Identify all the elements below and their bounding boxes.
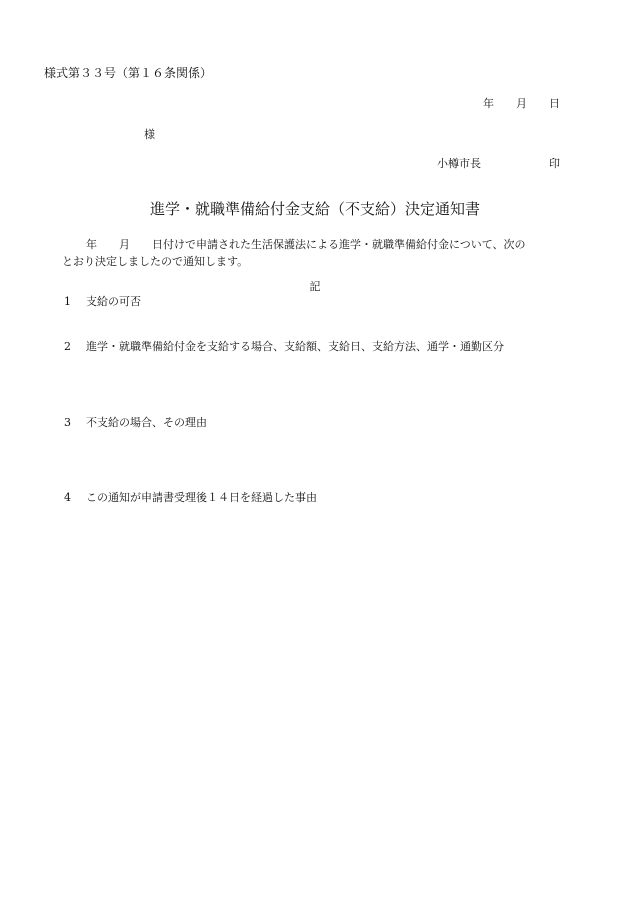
document-title: 進学・就職準備給付金支給（不支給）決定通知書 xyxy=(149,200,480,218)
intro-line-2: とおり決定しましたので通知します。 xyxy=(62,255,249,268)
recipient-suffix: 様 xyxy=(144,128,155,141)
date-year-label: 年 xyxy=(483,97,494,110)
item-text: この通知が申請書受理後１４日を経過した事由 xyxy=(86,491,317,504)
item-number: 2 xyxy=(64,340,71,353)
item-number: 3 xyxy=(64,416,71,429)
item-number: 4 xyxy=(64,491,71,504)
intro-year-label: 年 xyxy=(86,238,97,251)
item-text: 不支給の場合、その理由 xyxy=(86,416,207,429)
list-item xyxy=(64,296,141,307)
date-day-label: 日 xyxy=(549,97,560,110)
issuer-seal: 印 xyxy=(549,157,560,170)
issuer-name: 小樽市長 xyxy=(437,157,481,170)
intro-line-1-text: 日付けで申請された生活保護法による進学・就職準備給付金について、次の xyxy=(152,238,526,251)
list-item xyxy=(64,492,317,503)
intro-paragraph xyxy=(62,236,562,270)
ki-heading: 記 xyxy=(309,280,321,293)
list-item xyxy=(64,341,504,352)
issuer-line xyxy=(437,158,560,169)
date-month-label: 月 xyxy=(516,97,527,110)
item-text: 支給の可否 xyxy=(86,295,141,308)
item-text: 進学・就職準備給付金を支給する場合、支給額、支給日、支給方法、通学・通勤区分 xyxy=(86,340,504,353)
date-line xyxy=(483,98,560,109)
list-item xyxy=(64,417,207,428)
form-number: 様式第３３号（第１６条関係） xyxy=(44,66,213,80)
intro-month-label: 月 xyxy=(119,238,130,251)
intro-line-1 xyxy=(62,236,562,253)
item-number: 1 xyxy=(64,295,71,308)
